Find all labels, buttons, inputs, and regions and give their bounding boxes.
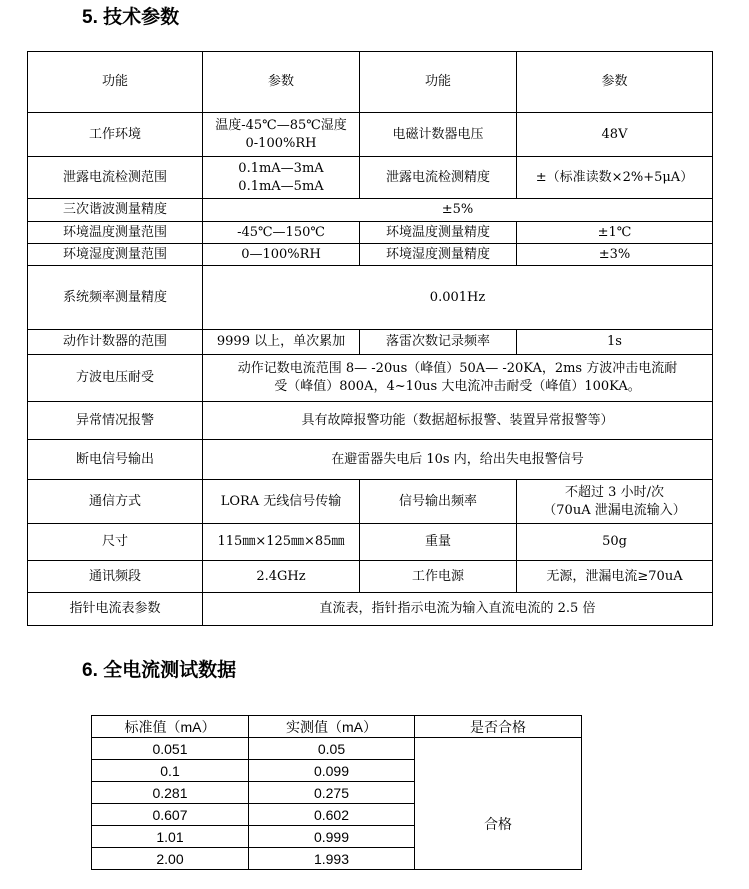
- param-cell: ±（标准读数×2%+5μA）: [517, 157, 713, 199]
- param-cell: 不超过 3 小时/次 （70uA 泄漏电流输入）: [517, 480, 713, 524]
- param-cell: LORA 无线信号传输: [203, 480, 360, 524]
- measured-value-cell: 0.275: [249, 782, 415, 804]
- param-cell: 115㎜×125㎜×85㎜: [203, 524, 360, 561]
- table-header-row: [28, 52, 713, 113]
- function-cell: 环境湿度测量范围: [28, 244, 203, 266]
- section-6-title: 6. 全电流测试数据: [82, 660, 237, 681]
- param-cell: 在避雷器失电后 10s 内，给出失电报警信号: [203, 440, 713, 480]
- table-row: [28, 593, 713, 626]
- standard-value-cell: 2.00: [92, 848, 249, 870]
- header-cell: 实测值（mA）: [249, 716, 415, 738]
- table-row: [28, 330, 713, 355]
- header-cell: 功能: [360, 52, 517, 113]
- header-cell: 标准值（mA）: [92, 716, 249, 738]
- function-cell: 指针电流表参数: [28, 593, 203, 626]
- table-row: [28, 355, 713, 402]
- function-cell: 泄露电流检测精度: [360, 157, 517, 199]
- param-cell: ±3%: [517, 244, 713, 266]
- measured-value-cell: 0.999: [249, 826, 415, 848]
- table-row: [28, 199, 713, 222]
- table-row: [28, 222, 713, 244]
- current-test-table: [91, 715, 582, 870]
- header-cell: 参数: [517, 52, 713, 113]
- standard-value-cell: 0.1: [92, 760, 249, 782]
- param-cell: 0.1mA—3mA 0.1mA—5mA: [203, 157, 360, 199]
- measured-value-cell: 1.993: [249, 848, 415, 870]
- header-cell: 功能: [28, 52, 203, 113]
- table-row: [28, 440, 713, 480]
- standard-value-cell: 0.051: [92, 738, 249, 760]
- table-row: [28, 524, 713, 561]
- table-row: [92, 738, 582, 760]
- param-cell: ±1℃: [517, 222, 713, 244]
- function-cell: 信号输出频率: [360, 480, 517, 524]
- function-cell: 工作电源: [360, 561, 517, 593]
- result-cell: 合格: [415, 738, 582, 870]
- param-cell: 2.4GHz: [203, 561, 360, 593]
- param-cell: 50g: [517, 524, 713, 561]
- standard-value-cell: 0.607: [92, 804, 249, 826]
- function-cell: 落雷次数记录频率: [360, 330, 517, 355]
- param-cell: 9999 以上，单次累加: [203, 330, 360, 355]
- function-cell: 泄露电流检测范围: [28, 157, 203, 199]
- standard-value-cell: 0.281: [92, 782, 249, 804]
- standard-value-cell: 1.01: [92, 826, 249, 848]
- function-cell: 环境温度测量范围: [28, 222, 203, 244]
- function-cell: 重量: [360, 524, 517, 561]
- function-cell: 电磁计数器电压: [360, 113, 517, 157]
- function-cell: 工作环境: [28, 113, 203, 157]
- table-row: [28, 157, 713, 199]
- param-cell: 无源，泄漏电流≥70uA: [517, 561, 713, 593]
- function-cell: 方波电压耐受: [28, 355, 203, 402]
- measured-value-cell: 0.099: [249, 760, 415, 782]
- function-cell: 动作计数器的范围: [28, 330, 203, 355]
- header-cell: 是否合格: [415, 716, 582, 738]
- param-cell: 0.001Hz: [203, 266, 713, 330]
- function-cell: 系统频率测量精度: [28, 266, 203, 330]
- param-cell: 动作记数电流范围 8— -20us（峰值）50A— -20KA，2ms 方波冲击电流耐 受（峰值）800A，4~10us 大电流冲击耐受（峰值）100KA。: [203, 355, 713, 402]
- function-cell: 通信方式: [28, 480, 203, 524]
- param-cell: -45℃—150℃: [203, 222, 360, 244]
- param-cell: 直流表，指针指示电流为输入直流电流的 2.5 倍: [203, 593, 713, 626]
- measured-value-cell: 0.602: [249, 804, 415, 826]
- param-cell: 温度-45℃—85℃湿度 0-100%RH: [203, 113, 360, 157]
- param-cell: 0—100%RH: [203, 244, 360, 266]
- table-row: [28, 402, 713, 440]
- param-cell: 48V: [517, 113, 713, 157]
- param-cell: ±5%: [203, 199, 713, 222]
- param-cell: 1s: [517, 330, 713, 355]
- function-cell: 尺寸: [28, 524, 203, 561]
- param-cell: 具有故障报警功能（数据超标报警、装置异常报警等）: [203, 402, 713, 440]
- table-row: [28, 266, 713, 330]
- function-cell: 断电信号输出: [28, 440, 203, 480]
- function-cell: 通讯频段: [28, 561, 203, 593]
- function-cell: 异常情况报警: [28, 402, 203, 440]
- header-cell: 参数: [203, 52, 360, 113]
- function-cell: 环境湿度测量精度: [360, 244, 517, 266]
- function-cell: 环境温度测量精度: [360, 222, 517, 244]
- table-row: [28, 480, 713, 524]
- function-cell: 三次谐波测量精度: [28, 199, 203, 222]
- table-header-row: [92, 716, 582, 738]
- tech-params-table: [27, 51, 713, 626]
- table-row: [28, 561, 713, 593]
- table-row: [28, 113, 713, 157]
- section-5-title: 5. 技术参数: [82, 7, 180, 28]
- table-row: [28, 244, 713, 266]
- measured-value-cell: 0.05: [249, 738, 415, 760]
